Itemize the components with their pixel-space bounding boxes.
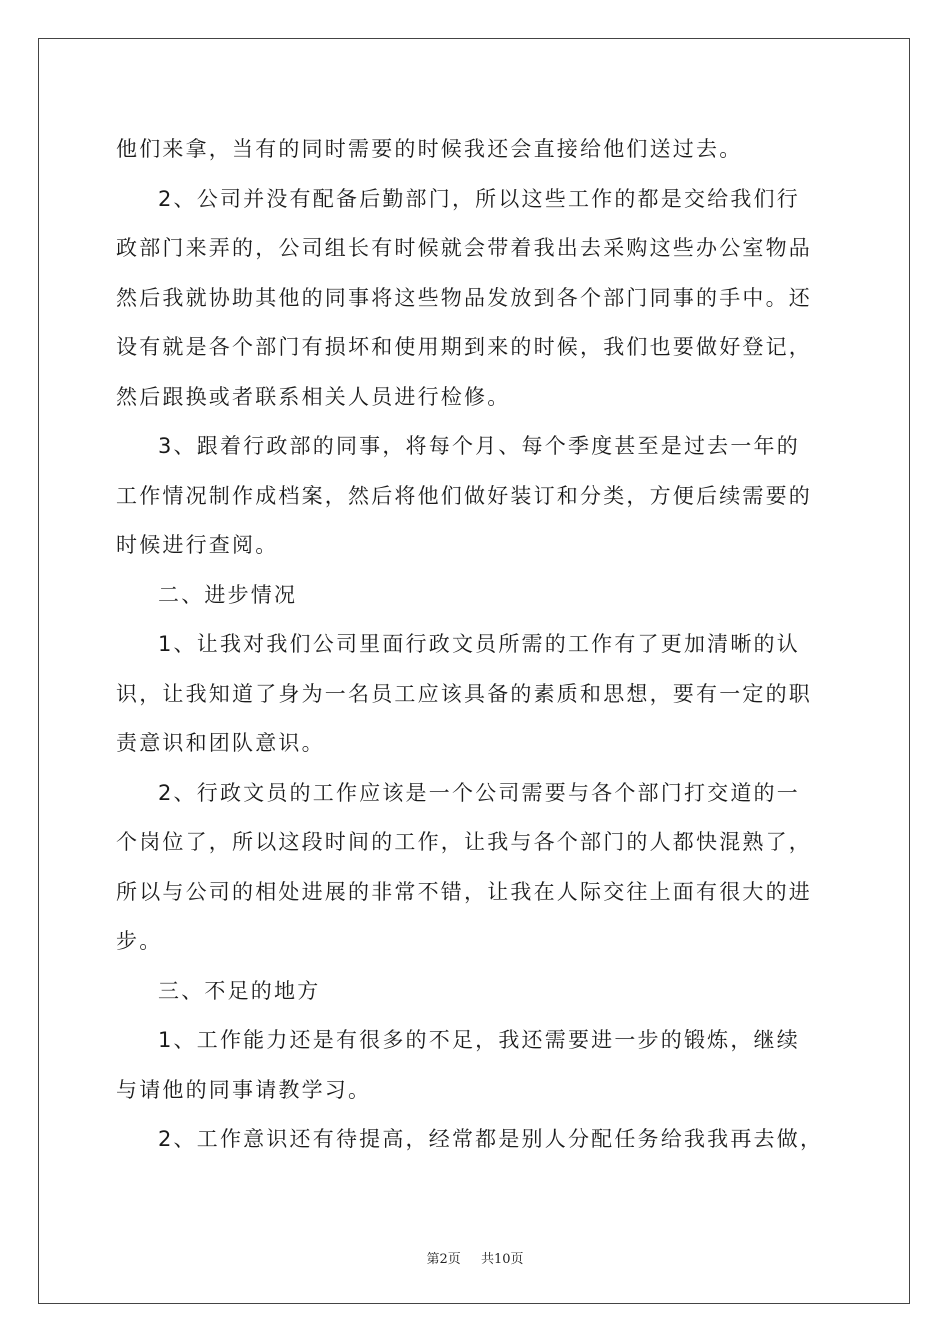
text-line-14: 2、行政文员的工作应该是一个公司需要与各个部门打交道的一: [158, 781, 800, 805]
text-line-15: 个岗位了，所以这段时间的工作，让我与各个部门的人都快混熟了，: [116, 830, 812, 854]
text-line-8: 工作情况制作成档案，然后将他们做好装订和分类，方便后续需要的: [116, 484, 812, 508]
text-line-9: 时候进行查阅。: [116, 533, 279, 557]
text-line-21: 2、工作意识还有待提高，经常都是别人分配任务给我我再去做，: [158, 1127, 824, 1151]
page-footer: [0, 1248, 950, 1267]
text-line-2: 2、公司并没有配备后勤部门，所以这些工作的都是交给我们行: [158, 187, 800, 211]
text-line-16: 所以与公司的相处进展的非常不错，让我在人际交往上面有很大的进: [116, 880, 812, 904]
text-line-19: 1、工作能力还是有很多的不足，我还需要进一步的锻炼，继续: [158, 1028, 800, 1052]
text-line-12: 识，让我知道了身为一名员工应该具备的素质和思想，要有一定的职: [116, 682, 812, 706]
text-line-20: 与请他的同事请教学习。: [116, 1078, 372, 1102]
text-line-6: 然后跟换或者联系相关人员进行检修。: [116, 385, 511, 409]
section-heading-shortcomings: 三、不足的地方: [158, 979, 321, 1003]
text-line-11: 1、让我对我们公司里面行政文员所需的工作有了更加清晰的认: [158, 632, 800, 656]
page-number: 第2页: [426, 1252, 461, 1267]
page-border: [38, 38, 910, 1304]
text-line-3: 政部门来弄的，公司组长有时候就会带着我出去采购这些办公室物品: [116, 236, 812, 260]
text-line-7: 3、跟着行政部的同事，将每个月、每个季度甚至是过去一年的: [158, 434, 800, 458]
page-total: 共10页: [481, 1252, 524, 1267]
text-line-17: 步。: [116, 929, 163, 953]
text-line-5: 设有就是各个部门有损坏和使用期到来的时候，我们也要做好登记，: [116, 335, 812, 359]
section-heading-progress: 二、进步情况: [158, 583, 298, 607]
text-line-13: 责意识和团队意识。: [116, 731, 325, 755]
text-line-1: 他们来拿，当有的同时需要的时候我还会直接给他们送过去。: [116, 137, 743, 161]
text-line-4: 然后我就协助其他的同事将这些物品发放到各个部门同事的手中。还: [116, 286, 812, 310]
